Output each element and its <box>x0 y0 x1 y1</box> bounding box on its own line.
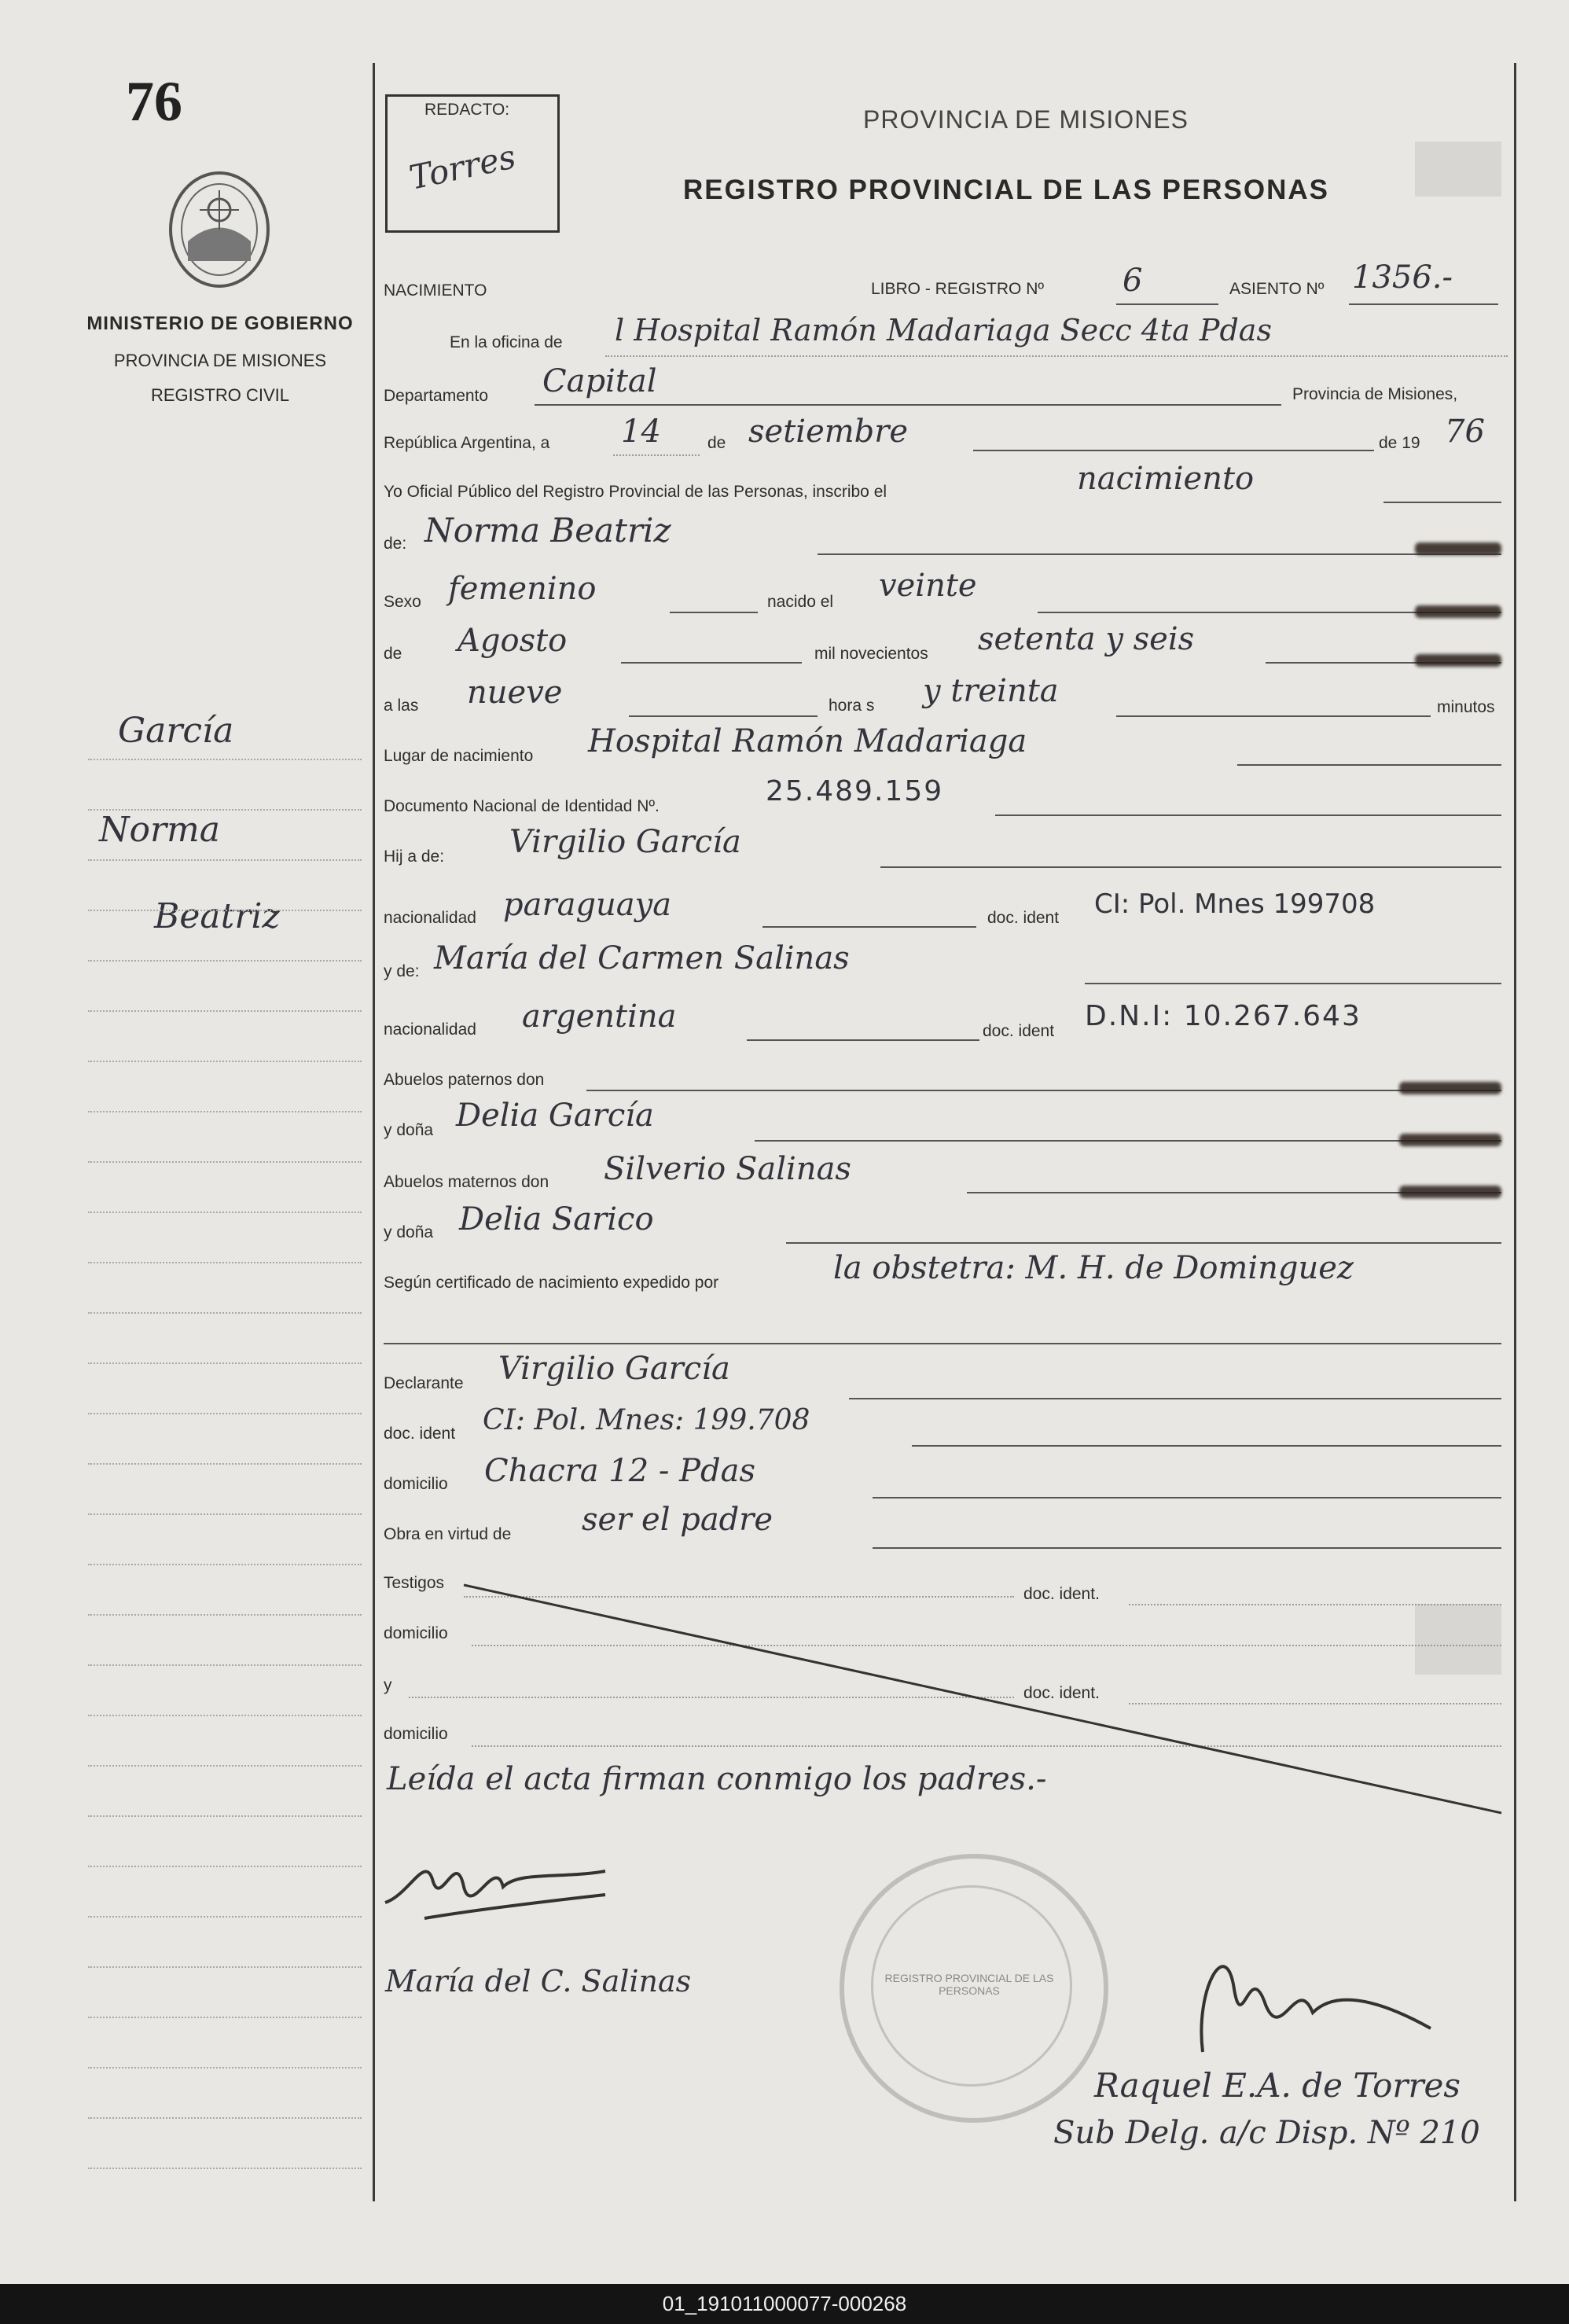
testigos-label: Testigos <box>384 1574 445 1592</box>
header-provincia: PROVINCIA DE MISIONES <box>863 105 1189 134</box>
margin-rule-line <box>88 2168 362 2169</box>
doc-ident-label-3: doc. ident <box>384 1425 456 1443</box>
abuela-materna-value: Delia Sarico <box>459 1201 654 1237</box>
margin-rule-line <box>88 1111 362 1112</box>
mother-signature: María del C. Salinas <box>385 1964 692 1999</box>
republica-label: República Argentina, a <box>384 434 550 452</box>
margin-rule-line <box>88 1413 362 1414</box>
anio-value: 76 <box>1445 414 1485 450</box>
abuelos-maternos-label: Abuelos maternos don <box>384 1173 549 1191</box>
mes-value: setiembre <box>748 414 909 450</box>
nacido-value: veinte <box>879 568 977 604</box>
domicilio-label-2: domicilio <box>384 1624 448 1642</box>
abuelo-materno-value: Silverio Salinas <box>604 1151 851 1187</box>
sexo-value: femenino <box>448 571 597 607</box>
obra-value: ser el padre <box>582 1502 773 1538</box>
mil-label: mil novecientos <box>814 645 928 663</box>
footer-file-id: 01_191011000077-000268 <box>0 2284 1569 2324</box>
registro-civil: REGISTRO CIVIL <box>150 385 290 405</box>
margin-rule-line <box>88 910 362 911</box>
doc-ident-label-4: doc. ident. <box>1023 1585 1100 1603</box>
margin-rule-line <box>88 1866 362 1867</box>
minutos-value: y treinta <box>923 673 1059 709</box>
mil-value: setenta y seis <box>978 621 1195 657</box>
lugar-label: Lugar de nacimiento <box>384 747 534 765</box>
nombre-value: Norma Beatriz <box>424 511 671 550</box>
margin-rule-line <box>88 1312 362 1314</box>
libro-value: 6 <box>1123 263 1143 299</box>
oficial-nombre: Raquel E.A. de Torres <box>1094 2066 1461 2105</box>
margin-rule-line <box>88 960 362 962</box>
de-label: de <box>707 434 726 452</box>
margin-rule-line <box>88 1715 362 1716</box>
margin-note-apellido: García <box>118 711 234 751</box>
doc-madre-value: D.N.I: 10.267.643 <box>1085 1000 1361 1032</box>
oficial-text: Yo Oficial Público del Registro Provincial de las Personas, inscribo el <box>384 483 887 501</box>
certificado-value: la obstetra: M. H. de Dominguez <box>833 1250 1354 1286</box>
margin-rule-line <box>88 1513 362 1515</box>
y-dona-label-2: y doña <box>384 1223 434 1241</box>
margin-rule-line <box>88 1061 362 1062</box>
margin-rule-line <box>88 809 362 811</box>
libro-label: LIBRO - REGISTRO Nº <box>871 280 1045 298</box>
margin-rule-line <box>88 1765 362 1767</box>
dia-value: 14 <box>621 414 661 450</box>
nacionalidad-label-2: nacionalidad <box>384 1020 476 1039</box>
departamento-label: Departamento <box>384 387 489 405</box>
nac-madre-value: argentina <box>522 998 677 1035</box>
de-mes-label: de <box>384 645 402 663</box>
oficina-value: l Hospital Ramón Madariaga Secc 4ta Pdas <box>615 313 1272 347</box>
redacto-value: Torres <box>406 137 520 197</box>
margin-rule-line <box>88 1916 362 1918</box>
officer-signature-icon <box>1179 1926 1462 2076</box>
margin-rule-line <box>88 1614 362 1616</box>
declarante-value: Virgilio García <box>498 1351 730 1387</box>
domicilio-value: Chacra 12 - Pdas <box>484 1453 756 1489</box>
margin-rule-line <box>88 1564 362 1565</box>
nac-padre-value: paraguaya <box>503 887 672 923</box>
margin-rule-line <box>88 759 362 760</box>
departamento-value: Capital <box>542 363 657 399</box>
provincia-label: Provincia de Misiones, <box>1292 385 1458 403</box>
provincia-left: PROVINCIA DE MISIONES <box>113 351 327 370</box>
inscribo-value: nacimiento <box>1077 461 1255 497</box>
margin-rule-line <box>88 2117 362 2119</box>
margin-rule-line <box>88 1966 362 1968</box>
dni-label: Documento Nacional de Identidad Nº. <box>384 797 660 815</box>
margin-rule-line <box>88 1463 362 1465</box>
nacido-label: nacido el <box>767 593 834 611</box>
doc-ident-label-1: doc. ident <box>987 909 1060 927</box>
margin-rule-line <box>88 859 362 861</box>
nacimiento-label: NACIMIENTO <box>384 281 487 300</box>
margin-note-nombre-2: Beatriz <box>154 896 281 936</box>
de-anio-label: de 19 <box>1379 434 1420 452</box>
madre-value: María del Carmen Salinas <box>434 940 850 976</box>
margin-rule-line <box>88 1362 362 1364</box>
certificado-label: Según certificado de nacimiento expedido por <box>384 1274 719 1292</box>
redacto-label: REDACTO: <box>424 101 510 119</box>
de-nombre-label: de: <box>384 535 407 553</box>
father-signature-icon <box>377 1840 629 1942</box>
declarante-label: Declarante <box>384 1374 464 1392</box>
domicilio-label-3: domicilio <box>384 1725 448 1743</box>
asiento-value: 1356.- <box>1352 259 1453 296</box>
margin-rule-line <box>88 2067 362 2068</box>
margin-rule-line <box>88 1212 362 1213</box>
abuela-paterna-value: Delia García <box>456 1098 654 1134</box>
leida-value: Leída el acta firman conmigo los padres.- <box>387 1761 1047 1797</box>
a-las-label: a las <box>384 697 419 715</box>
nacionalidad-label-1: nacionalidad <box>384 909 476 927</box>
margin-rule-line <box>88 2017 362 2018</box>
margin-rule-line <box>88 1010 362 1012</box>
abuelos-paternos-label: Abuelos paternos don <box>384 1071 545 1089</box>
ministerio-heading: MINISTERIO DE GOBIERNO <box>86 313 354 334</box>
doc-ident-label-5: doc. ident. <box>1023 1684 1100 1702</box>
hija-label: Hij a de: <box>384 848 445 866</box>
sexo-label: Sexo <box>384 593 421 611</box>
margin-rule-line <box>88 1161 362 1163</box>
y-dona-label-1: y doña <box>384 1121 434 1139</box>
y-label: y <box>384 1676 392 1694</box>
domicilio-label-1: domicilio <box>384 1475 448 1493</box>
page-number: 76 <box>126 70 182 133</box>
oficial-cargo: Sub Delg. a/c Disp. Nº 210 <box>1053 2115 1480 2151</box>
obra-label: Obra en virtud de <box>384 1525 512 1543</box>
y-de-label: y de: <box>384 962 420 980</box>
doc-padre-value: CI: Pol. Mnes 199708 <box>1094 888 1376 920</box>
header-title: REGISTRO PROVINCIAL DE LAS PERSONAS <box>683 175 1329 205</box>
minutos-label: minutos <box>1437 698 1495 716</box>
oficina-label: En la oficina de <box>450 333 563 351</box>
padre-value: Virgilio García <box>509 824 741 860</box>
hora-value: nueve <box>467 675 563 711</box>
dni-value: 25.489.159 <box>766 775 944 807</box>
mes-nac-value: Agosto <box>457 623 568 659</box>
hora-label: hora s <box>829 697 875 715</box>
margin-rule-line <box>88 1664 362 1666</box>
margin-note-nombre-1: Norma <box>99 810 220 850</box>
doc-ident-label-2: doc. ident <box>983 1022 1055 1040</box>
margin-rule-line <box>88 1262 362 1263</box>
asiento-label: ASIENTO Nº <box>1229 280 1325 298</box>
seal-text: REGISTRO PROVINCIAL DE LAS PERSONAS <box>884 1972 1054 1997</box>
doc-declarante-value: CI: Pol. Mnes: 199.708 <box>483 1404 810 1436</box>
lugar-value: Hospital Ramón Madariaga <box>588 723 1027 759</box>
margin-rule-line <box>88 1815 362 1817</box>
